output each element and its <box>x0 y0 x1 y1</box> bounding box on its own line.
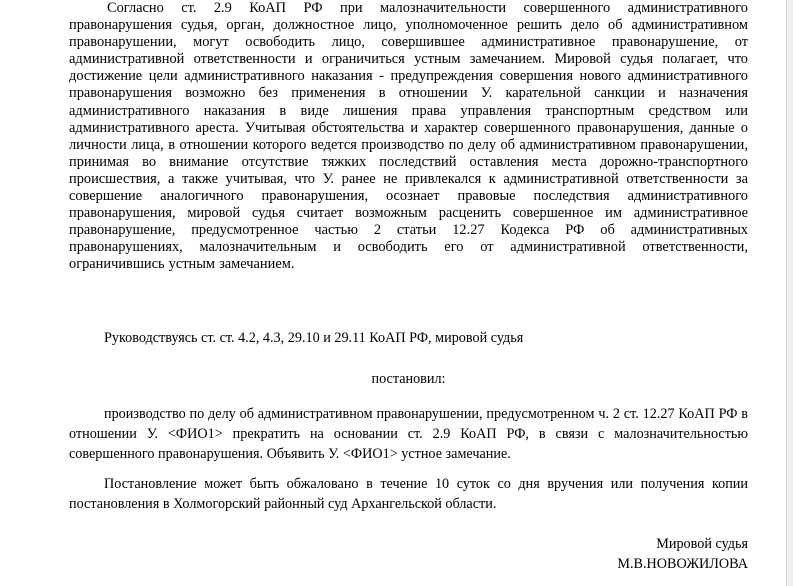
resolution-heading: постановил: <box>371 371 446 387</box>
basis-paragraph: Руководствуясь ст. ст. 4.2, 4.3, 29.10 и 29.11 КоАП РФ, мировой судья <box>104 330 524 346</box>
signature-block <box>617 534 748 574</box>
decision-paragraph: производство по делу об административном правонарушении, предусмотренном ч. 2 ст. 12.27 КоАП РФ в отношении У. <ФИО1> прекратить на основании ст. 2.9 КоАП РФ, в связи с малозначительностью совершенного правонарушения. Объявить У. <ФИО1> устное замечание. <box>69 406 748 462</box>
appeal-paragraph: Постановление может быть обжаловано в течение 10 суток со дня вручения или получения копии постановления в Холмогорский районный суд Архангельской области. <box>69 476 748 512</box>
scrollbar-edge[interactable] <box>786 0 793 586</box>
main-paragraph: Согласно ст. 2.9 КоАП РФ при малозначительности совершенного административного правонарушения судья, орган, должностное лицо, уполномоченное решить дело об административном правонарушении, могут освободить лицо, совершившее административное правонарушение, от административной ответственности и ограничиться устным замечанием. Мировой судья полагает, что достижение цели административного наказания - предупреждения совершения нового административного правонарушения возможно без применения в отношении У. карательной санкции и назначения административного наказания в виде лишения права управления транспортным средством или административного ареста. Учитывая обстоятельства и характер совершенного правонарушения, данные о личности лица, в отношении которого ведется производство по делу об административном правонарушении, принимая во внимание отсутствие тяжких последствий оставления места дорожно-транспортного происшествия, а также учитывая, что У. ранее не привлекался к административной ответственности за совершение аналогичного правонарушения, осознает правовые последствия административного правонарушения, мировой судья считает возможным расценить совершенное им административное правонарушение, предусмотренное частью 2 статьи 12.27 Кодекса РФ об административных правонарушениях, малозначительным и освободить его от административной ответственности, ограничившись устным замечанием. <box>69 0 748 273</box>
document-body <box>69 0 748 572</box>
signature-title: Мировой судья <box>656 536 748 552</box>
signature-name: М.В.НОВОЖИЛОВА <box>617 556 748 572</box>
